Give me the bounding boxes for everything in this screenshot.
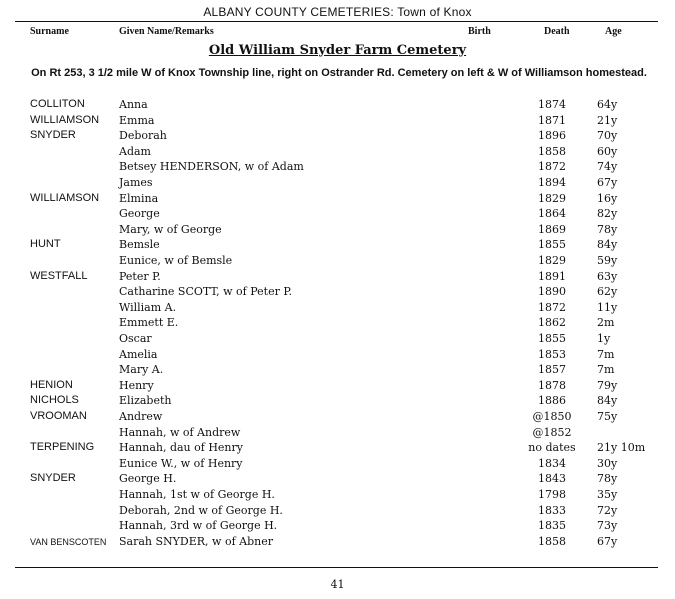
given-name-cell: Hannah, dau of Henry <box>119 441 243 455</box>
death-cell: 1891 <box>538 269 566 283</box>
death-cell: 1858 <box>538 534 566 548</box>
surname-cell: SNYDER <box>30 472 76 485</box>
table-row <box>0 394 675 410</box>
column-header-death: Death <box>544 26 570 37</box>
given-name-cell: Hannah, 3rd w of George H. <box>119 519 278 533</box>
death-cell: 1886 <box>538 394 566 408</box>
given-name-cell: Emmett E. <box>119 316 179 330</box>
surname-cell: COLLITON <box>30 98 85 110</box>
table-row <box>0 457 675 473</box>
table-row <box>0 223 675 239</box>
cemetery-title-text: Old William Snyder Farm Cemetery <box>208 43 467 58</box>
table-row <box>0 176 675 192</box>
header-rule <box>15 21 658 22</box>
table-row <box>0 316 675 332</box>
given-name-cell: Henry <box>119 378 154 392</box>
age-cell: 7m <box>597 347 615 361</box>
table-row <box>0 114 675 130</box>
given-name-cell: Eunice W., w of Henry <box>119 456 243 470</box>
age-cell: 7m <box>597 363 615 377</box>
age-cell: 78y <box>597 472 618 486</box>
age-cell: 84y <box>597 394 618 408</box>
table-row <box>0 285 675 301</box>
given-name-cell: Amelia <box>119 347 158 361</box>
table-row <box>0 426 675 442</box>
death-cell: 1835 <box>538 519 566 533</box>
age-cell: 21y <box>597 113 618 127</box>
death-cell: 1871 <box>538 113 566 127</box>
surname-cell: WILLIAMSON <box>30 113 100 126</box>
surname-cell: HUNT <box>30 238 61 251</box>
age-cell: 72y <box>597 503 618 517</box>
table-row <box>0 504 675 520</box>
table-row <box>0 98 675 114</box>
death-cell: 1855 <box>538 238 566 252</box>
age-cell: 21y 10m <box>597 441 646 455</box>
death-cell: 1857 <box>538 363 566 377</box>
death-cell: @1850 <box>532 410 572 423</box>
running-head: ALBANY COUNTY CEMETERIES: Town of Knox <box>203 5 472 19</box>
death-cell: 1855 <box>538 332 566 345</box>
death-cell: 1833 <box>538 503 566 517</box>
given-name-cell: Mary A. <box>119 363 164 377</box>
table-row <box>0 129 675 145</box>
cemetery-location: On Rt 253, 3 1/2 mile W of Knox Township line, right on Ostrander Rd. Cemetery on left & W of Williamson homestead. <box>31 67 647 79</box>
page-number: 41 <box>330 578 345 591</box>
death-cell: 1872 <box>538 160 566 174</box>
given-name-cell: Deborah, 2nd w of George H. <box>119 503 283 517</box>
death-cell: 1798 <box>538 488 566 501</box>
age-cell: 60y <box>597 144 618 158</box>
given-name-cell: Andrew <box>119 410 163 423</box>
footer-rule <box>15 567 658 568</box>
given-name-cell: Anna <box>119 98 148 111</box>
given-name-cell: Betsey HENDERSON, w of Adam <box>119 160 304 174</box>
table-row <box>0 379 675 395</box>
death-cell: 1864 <box>538 207 566 221</box>
age-cell: 70y <box>597 129 618 143</box>
death-cell: 1890 <box>538 285 566 299</box>
death-cell: 1874 <box>538 98 566 111</box>
age-cell: 75y <box>597 410 618 423</box>
given-name-cell: William A. <box>119 300 177 314</box>
death-cell: 1862 <box>538 316 566 330</box>
table-row <box>0 145 675 161</box>
table-row <box>0 363 675 379</box>
table-row <box>0 301 675 317</box>
given-name-cell: Deborah <box>119 129 167 143</box>
death-cell: 1843 <box>538 472 566 486</box>
table-row <box>0 160 675 176</box>
surname-cell: TERPENING <box>30 441 95 454</box>
table-row <box>0 238 675 254</box>
age-cell: 30y <box>597 456 618 470</box>
cemetery-title <box>0 43 675 58</box>
age-cell: 35y <box>597 488 618 501</box>
table-row <box>0 488 675 504</box>
death-cell: 1858 <box>538 144 566 158</box>
death-cell: 1878 <box>538 378 566 392</box>
column-header-birth: Birth <box>468 26 491 37</box>
given-name-cell: Hannah, w of Andrew <box>119 425 241 439</box>
given-name-cell: Peter P. <box>119 269 161 283</box>
death-cell: 1829 <box>538 254 566 267</box>
column-header-age: Age <box>605 26 622 37</box>
age-cell: 73y <box>597 519 618 533</box>
column-header-surname: Surname <box>30 26 69 37</box>
given-name-cell: Mary, w of George <box>119 222 222 236</box>
age-cell: 78y <box>597 222 618 236</box>
table-row <box>0 254 675 270</box>
given-name-cell: Sarah SNYDER, w of Abner <box>119 534 273 548</box>
age-cell: 1y <box>597 332 611 345</box>
age-cell: 64y <box>597 98 618 111</box>
age-cell: 63y <box>597 269 618 283</box>
given-name-cell: Hannah, 1st w of George H. <box>119 488 275 501</box>
age-cell: 67y <box>597 176 618 189</box>
table-row <box>0 348 675 364</box>
given-name-cell: James <box>119 176 153 189</box>
age-cell: 11y <box>597 300 618 314</box>
age-cell: 82y <box>597 207 618 221</box>
age-cell: 74y <box>597 160 618 174</box>
given-name-cell: Adam <box>119 144 151 158</box>
column-header-given-name: Given Name/Remarks <box>119 26 214 37</box>
age-cell: 2m <box>597 316 615 330</box>
death-cell: 1896 <box>538 129 566 143</box>
given-name-cell: George <box>119 207 160 221</box>
given-name-cell: Elizabeth <box>119 394 172 408</box>
death-cell: 1853 <box>538 347 566 361</box>
given-name-cell: Bemsle <box>119 238 160 252</box>
surname-cell: SNYDER <box>30 129 76 142</box>
surname-cell: NICHOLS <box>30 394 79 407</box>
table-row <box>0 207 675 223</box>
death-cell: 1829 <box>538 191 566 205</box>
given-name-cell: Oscar <box>119 332 152 345</box>
death-cell: 1872 <box>538 300 566 314</box>
age-cell: 62y <box>597 285 618 299</box>
death-cell: 1894 <box>538 176 566 189</box>
surname-cell: VAN BENSCOTEN <box>30 536 107 547</box>
given-name-cell: Eunice, w of Bemsle <box>119 254 233 267</box>
death-cell: 1834 <box>538 456 566 470</box>
death-cell: @1852 <box>532 425 572 439</box>
table-row <box>0 192 675 208</box>
surname-cell: VROOMAN <box>30 410 87 422</box>
table-row <box>0 519 675 535</box>
age-cell: 84y <box>597 238 618 252</box>
age-cell: 59y <box>597 254 618 267</box>
surname-cell: HENION <box>30 378 73 391</box>
table-row <box>0 270 675 286</box>
age-cell: 79y <box>597 378 618 392</box>
table-row <box>0 332 675 348</box>
table-row <box>0 472 675 488</box>
table-row <box>0 535 675 551</box>
death-cell: 1869 <box>538 222 566 236</box>
given-name-cell: Elmina <box>119 191 159 205</box>
age-cell: 67y <box>597 534 618 548</box>
death-cell: no dates <box>528 441 576 455</box>
given-name-cell: George H. <box>119 472 177 486</box>
surname-cell: WILLIAMSON <box>30 191 100 204</box>
age-cell: 16y <box>597 191 618 205</box>
given-name-cell: Catharine SCOTT, w of Peter P. <box>119 285 293 299</box>
given-name-cell: Emma <box>119 113 155 127</box>
table-row <box>0 441 675 457</box>
table-row <box>0 410 675 426</box>
surname-cell: WESTFALL <box>30 269 88 282</box>
